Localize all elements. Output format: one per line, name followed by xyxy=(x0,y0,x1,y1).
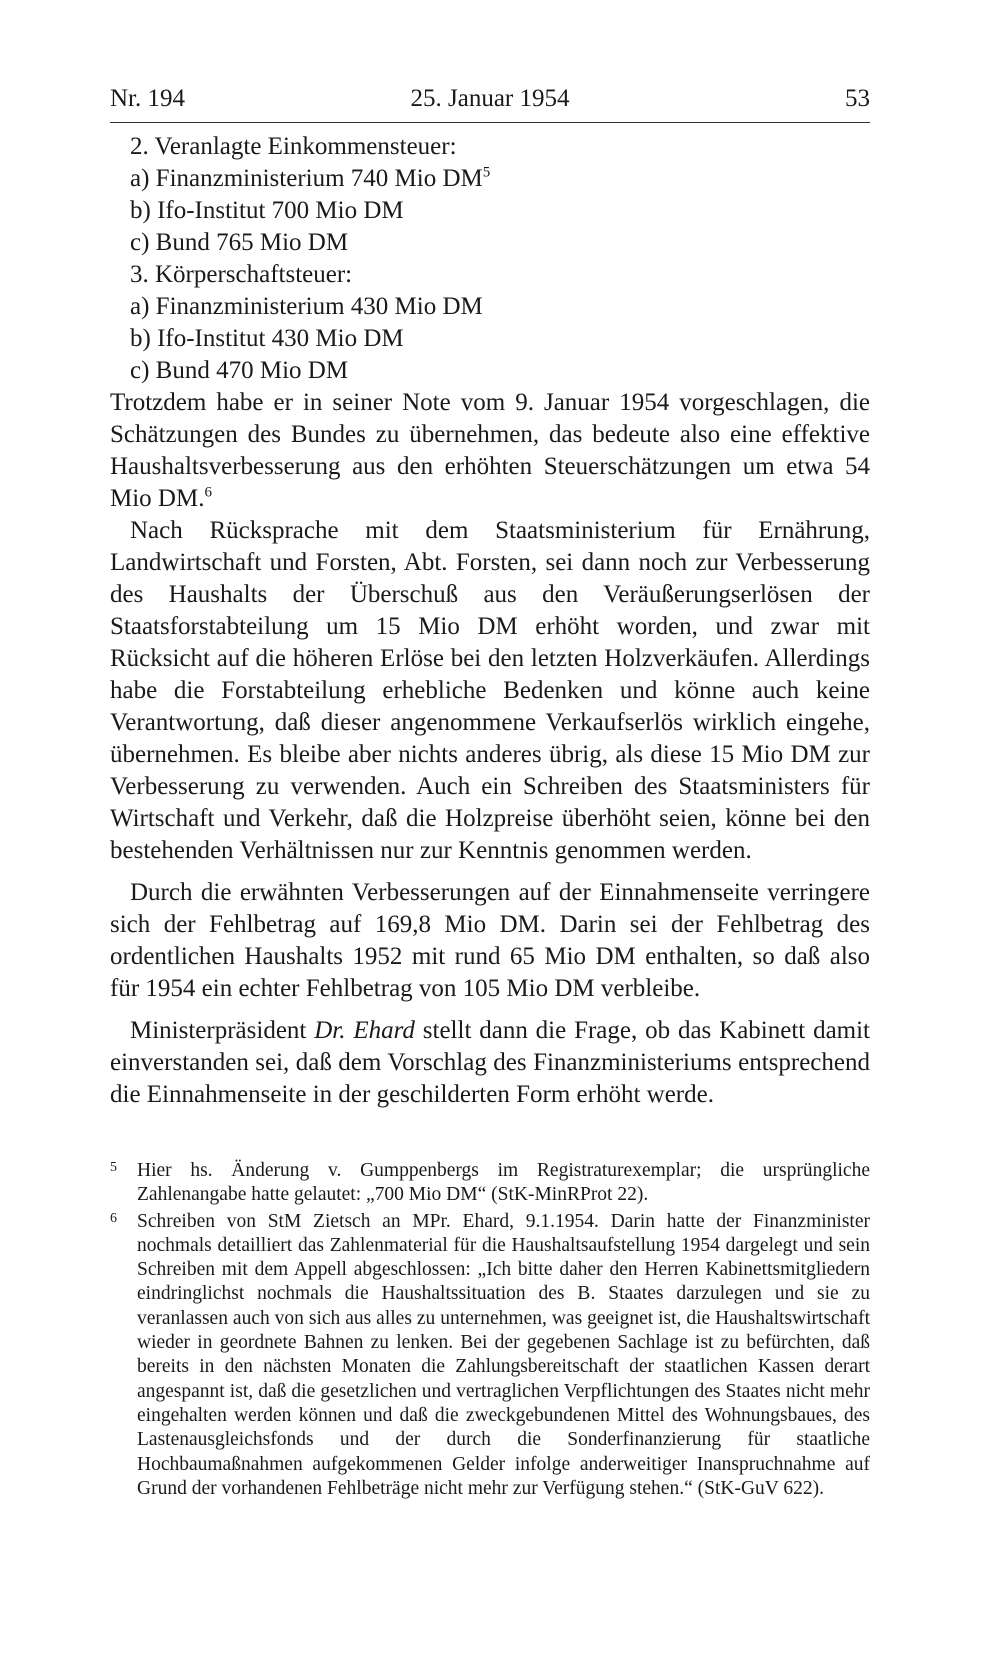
paragraph-deficit: Durch die erwähnten Verbesserungen auf der Einnahmenseite verringere sich der Fehlbetrag auf 169,8 Mio DM. Darin sei der Fehlbetrag des ordentlichen Haushalts 1952 mit rund 65 Mio DM enthalten, so daß also für 1954 ein echter Fehlbetrag von 105 Mio DM verbleibe. xyxy=(110,879,870,1002)
page-header xyxy=(110,82,870,123)
footnote-text: Schreiben von StM Zietsch an MPr. Ehard, 9.1.1954. Darin hatte der Finanzminister nochmals detailliert das Zahlenmaterial für die Haushaltsaufstellung 1954 dargelegt und sein Schreiben mit dem Appell abgeschlossen: „Ich bitte daher den Herren Kabinettsmitgliedern eindringlichst nochmals die Haushaltssituation des B. Staates darzulegen und sie zu veranlassen auch von sich aus alles zu unternehmen, was geeignet ist, die Haushaltswirtschaft wieder in geordnete Bahnen zu lenken. Bei der gegebenen Sachlage ist zu befürchten, daß bereits in den nächsten Monaten die Zahlungsbereitschaft der staatlichen Kassen derart angespannt ist, daß die gesetzlichen und vertraglichen Verpflichtungen des Staates nicht mehr eingehalten werden können und daß die zweckgebundenen Mittel des Wohnungsbaues, des Lastenausgleichsfonds und der durch die Sonderfinanzierung für staatliche Hochbaumaßnahmen aufgekommenen Gelder infolge anderweitiger Inanspruchnahme auf Grund der vorhandenen Fehlbeträge nicht mehr zur Verfügung stehen.“ (StK-GuV 622). xyxy=(137,1210,870,1499)
person-name: Dr. Ehard xyxy=(314,1017,415,1044)
list-item: a) Finanzministerium 430 Mio DM xyxy=(130,293,483,320)
list-item: a) Finanzministerium 740 Mio $DM^5$ xyxy=(130,164,491,192)
list-item: c) Bund 470 Mio DM xyxy=(130,357,349,384)
list-item: 3. Körperschaftsteuer: xyxy=(130,261,353,288)
tax-estimates-list xyxy=(130,131,870,387)
list-item: 2. Veranlagte Einkommensteuer: xyxy=(130,133,457,160)
footnote-5 xyxy=(110,1159,870,1208)
list-item: c) Bund 765 Mio DM xyxy=(130,229,349,256)
footnotes xyxy=(110,1159,870,1501)
footnote-ref-6[interactable]: 6 xyxy=(204,484,212,501)
list-item: b) Ifo-Institut 430 Mio DM xyxy=(130,325,404,352)
footnote-6 xyxy=(110,1210,870,1502)
page-number: 53 xyxy=(845,85,870,112)
paragraph-forestry: Nach Rücksprache mit dem Staatsministerium für Ernährung, Landwirtschaft und Forsten, Abt. Forsten, sei dann noch zur Verbesserung des Haushalts der Überschuß aus den Veräußerungserlösen der Staatsforstabteilung um 15 Mio DM erhöht worden, und zwar mit Rücksicht auf die höheren Erlöse bei den letzten Holzverkäufen. Allerdings habe die Forstabteilung erhebliche Bedenken und könne auch keine Verantwortung, daß dieser angenommene Verkaufserlös wirklich eingehe, übernehmen. Es bleibe aber nichts anderes übrig, als diese 15 Mio DM zur Verbesserung zu verwenden. Auch ein Schreiben des Staatsministers für Wirtschaft und Verkehr, daß die Holzpreise überhöht seien, könne bei den bestehenden Verhältnissen nur zur Kenntnis genommen werden. xyxy=(110,517,870,864)
header-date: 25. Januar 1954 xyxy=(410,85,570,112)
document-number: Nr. 194 xyxy=(110,85,185,112)
document-page xyxy=(110,82,870,1503)
paragraph-question: Ministerpräsident Dr. Ehard stellt dann die Frage, ob das Kabinett damit einverstanden sei, daß dem Vorschlag des Finanzministeriums entsprechend die Einnahmenseite in der geschilderten Form erhöht werde. xyxy=(110,1017,871,1108)
paragraph-note: Trotzdem habe er in seiner Note vom 9. Januar 1954 vorgeschlagen, die Schätzungen des Bundes zu übernehmen, das bedeute also eine effektive Haushaltsverbesserung aus den erhöhten Steuerschätzungen um etwa 54 Mio DM.$^6$ xyxy=(110,389,870,512)
footnote-text: Hier hs. Änderung v. Gumppenbergs im Registraturexemplar; die ursprüngliche Zahlenangabe hatte gelautet: „700 Mio DM“ (StK-MinRProt 22). xyxy=(137,1160,870,1206)
footnote-number: 6 xyxy=(110,1210,117,1226)
footnote-ref-5[interactable]: 5 xyxy=(482,164,491,181)
list-item: b) Ifo-Institut 700 Mio DM xyxy=(130,197,404,224)
footnote-number: 5 xyxy=(110,1160,117,1175)
